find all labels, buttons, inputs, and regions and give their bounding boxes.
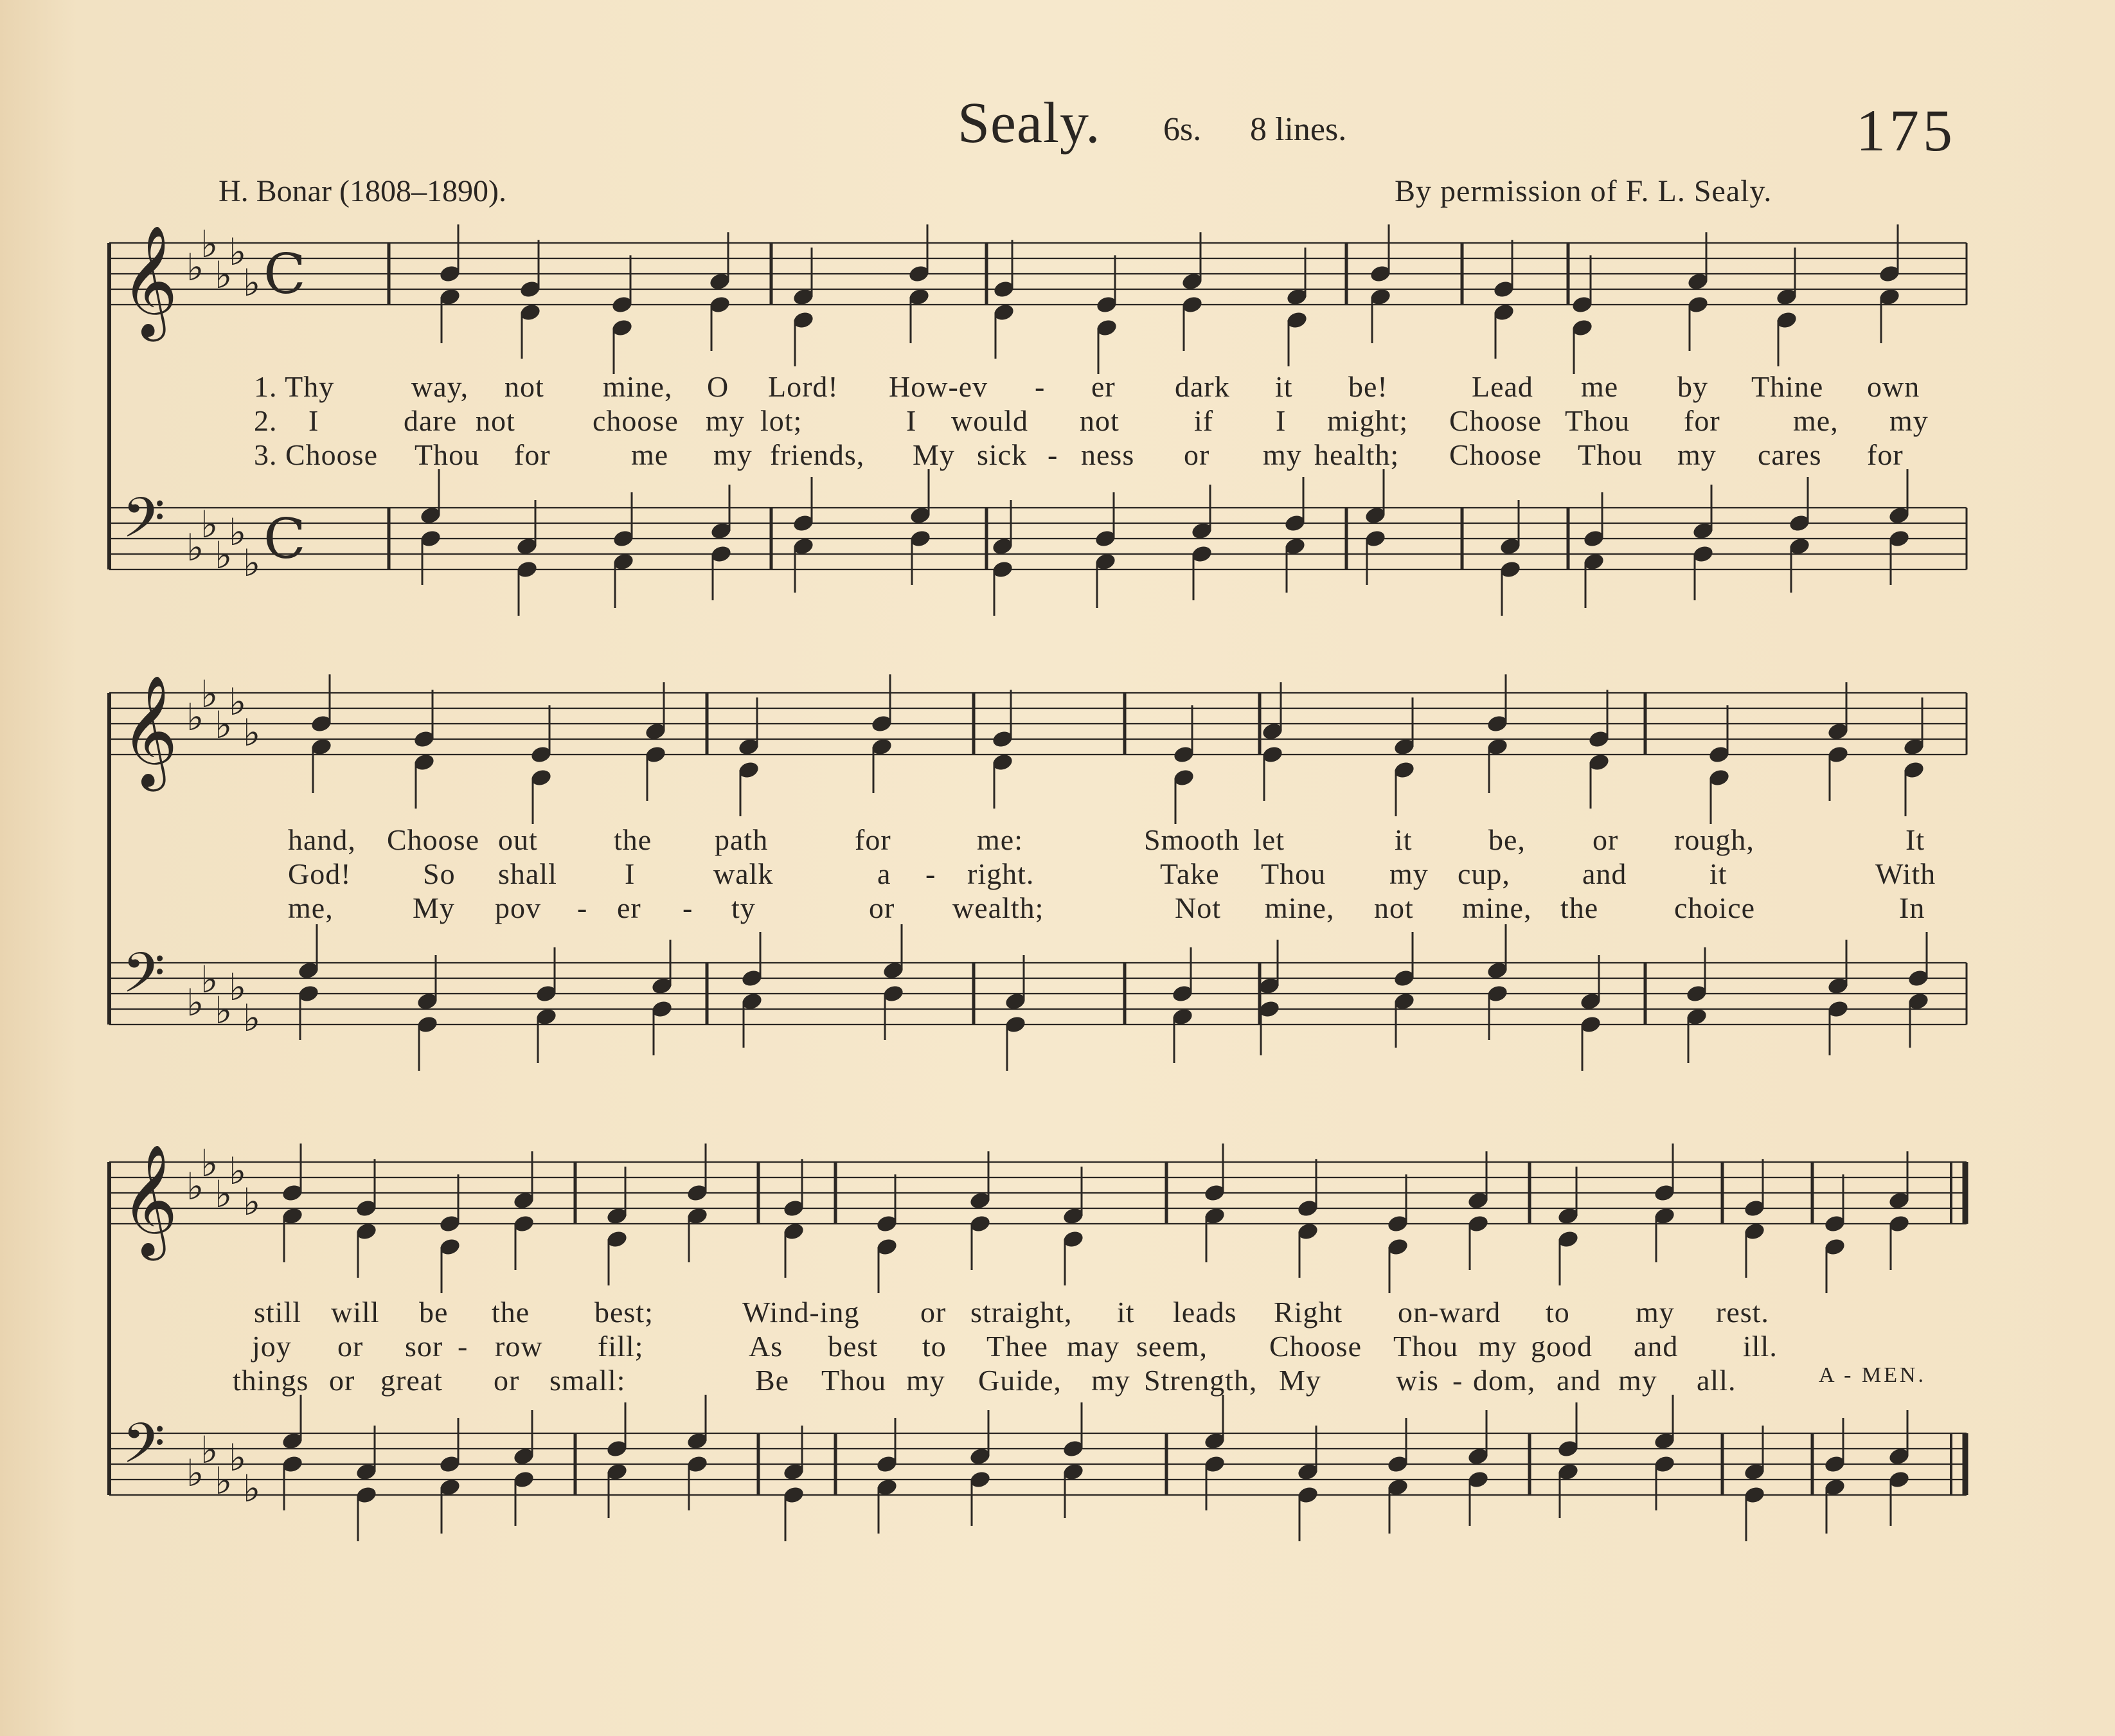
flat-icon: ♭ <box>243 261 261 305</box>
lyric-word: and <box>1557 1364 1602 1397</box>
lyric-word: walk <box>713 857 774 890</box>
common-time-icon: C <box>263 507 306 571</box>
lyric-word: great <box>380 1364 443 1397</box>
lyric-word: will <box>331 1296 380 1329</box>
lyric-word: Thou <box>1261 857 1326 890</box>
lyric-word: I <box>906 404 917 437</box>
lyric-word: So <box>423 857 456 890</box>
lyric-word: my <box>1677 438 1717 471</box>
lyric-line-1-3 <box>0 438 2115 474</box>
lyric-word: seem, <box>1136 1330 1208 1363</box>
lyric-word: all. <box>1697 1364 1736 1397</box>
lyric-word: choose <box>593 404 679 437</box>
lyric-word: I <box>1276 404 1287 437</box>
lyric-word: own <box>1867 370 1920 403</box>
flat-icon: ♭ <box>243 711 261 755</box>
flat-icon: ♭ <box>201 958 219 1001</box>
lyric-word: Right <box>1274 1296 1343 1329</box>
lyric-word: er <box>1091 370 1116 403</box>
flat-icon: ♭ <box>229 510 247 554</box>
flat-icon: ♭ <box>229 230 247 274</box>
lyric-word: wis <box>1396 1364 1439 1397</box>
lyric-word: might; <box>1327 404 1409 437</box>
lyric-word: dom, <box>1473 1364 1536 1397</box>
lines-label: 8 lines. <box>1250 111 1347 148</box>
lyric-word: to <box>1546 1296 1570 1329</box>
lyric-word: row <box>495 1330 543 1363</box>
lyric-word: or <box>1184 438 1210 471</box>
lyric-word: my <box>1478 1330 1517 1363</box>
lyric-word: good <box>1531 1330 1593 1363</box>
lyric-word: 3. Choose <box>254 438 378 471</box>
lyric-word: ness <box>1081 438 1135 471</box>
lyric-word: would <box>951 404 1028 437</box>
lyric-word: My <box>1279 1364 1321 1397</box>
hymn-title: Sealy. <box>958 91 1101 155</box>
bass-clef-icon: 𝄢 <box>122 485 165 564</box>
lyric-line-3-2 <box>0 1329 2115 1365</box>
lyric-word: it <box>1709 857 1727 890</box>
lyric-word: hand, <box>288 823 356 856</box>
lyric-word: Choose <box>1449 404 1542 437</box>
author-credit: H. Bonar (1808–1890). <box>219 174 506 208</box>
lyric-word: for <box>1684 404 1720 437</box>
lyric-word: may <box>1067 1330 1120 1363</box>
page-number: 175 <box>1856 98 1956 163</box>
lyric-word: leads <box>1173 1296 1237 1329</box>
lyric-word: shall <box>498 857 557 890</box>
lyric-word: or <box>337 1330 364 1363</box>
lyric-line-2-2 <box>0 857 2115 893</box>
flat-icon: ♭ <box>201 1141 219 1185</box>
lyric-word: Thou <box>1578 438 1643 471</box>
lyric-word: a <box>877 857 891 890</box>
lyric-word: and <box>1582 857 1627 890</box>
lyric-word: Choose <box>1269 1330 1362 1363</box>
lyric-word: or <box>329 1364 355 1397</box>
lyric-word: or <box>920 1296 947 1329</box>
lyric-word: fill; <box>598 1330 644 1363</box>
lyric-word: rough, <box>1674 823 1754 856</box>
lyric-word: ty <box>731 891 756 924</box>
lyric-word: mine, <box>1462 891 1532 924</box>
lyric-word: or <box>869 891 895 924</box>
lyric-word: my <box>906 1364 945 1397</box>
lyric-word: - <box>458 1330 469 1363</box>
lyric-word: still <box>254 1296 302 1329</box>
flat-icon: ♭ <box>243 996 261 1040</box>
lyric-word: Smooth <box>1144 823 1240 856</box>
lyric-word: sor <box>405 1330 443 1363</box>
lyric-word: be <box>419 1296 449 1329</box>
lyric-word: if <box>1194 404 1214 437</box>
lyric-word: - <box>683 891 693 924</box>
lyric-word: be, <box>1488 823 1526 856</box>
treble-clef-icon: 𝄞 <box>121 225 178 337</box>
flat-icon: ♭ <box>186 1451 204 1495</box>
lyric-word: As <box>749 1330 783 1363</box>
lyric-word: and <box>1634 1330 1679 1363</box>
lyric-word: O <box>707 370 729 403</box>
bass-clef-icon: 𝄢 <box>122 1411 165 1489</box>
lyric-word: my <box>1889 404 1929 437</box>
permission-credit: By permission of F. L. Sealy. <box>1395 174 1772 208</box>
lyric-word: or <box>494 1364 520 1397</box>
lyric-word: My <box>413 891 455 924</box>
lyric-word: my <box>1263 438 1302 471</box>
lyric-word: be! <box>1348 370 1388 403</box>
lyric-word: on-ward <box>1398 1296 1501 1329</box>
bass-clef-icon: 𝄢 <box>122 940 165 1019</box>
lyric-word: the <box>614 823 652 856</box>
lyric-line-1-2 <box>0 404 2115 440</box>
lyric-word: right. <box>967 857 1035 890</box>
lyric-word: Wind-ing <box>742 1296 860 1329</box>
lyric-word: Thou <box>1393 1330 1459 1363</box>
flat-icon: ♭ <box>186 246 204 289</box>
lyric-word: me <box>631 438 669 471</box>
lyric-word: mine, <box>603 370 673 403</box>
flat-icon: ♭ <box>186 695 204 739</box>
lyric-line-2-3 <box>0 891 2115 927</box>
lyric-word: Guide, <box>978 1364 1062 1397</box>
lyric-word: my <box>713 438 753 471</box>
flat-icon: ♭ <box>215 1172 233 1216</box>
flat-icon: ♭ <box>215 1459 233 1503</box>
lyric-word: I <box>625 857 636 890</box>
treble-clef-icon: 𝄞 <box>121 675 178 787</box>
flat-icon: ♭ <box>201 1428 219 1472</box>
lyric-word: health; <box>1314 438 1400 471</box>
lyric-word: God! <box>288 857 352 890</box>
flat-icon: ♭ <box>201 222 219 266</box>
lyric-word: not <box>504 370 544 403</box>
lyric-line-3-3 <box>0 1363 2115 1399</box>
flat-icon: ♭ <box>215 253 233 297</box>
flat-icon: ♭ <box>229 965 247 1009</box>
lyric-word: - <box>1035 370 1046 403</box>
lyric-word: wealth; <box>952 891 1044 924</box>
lyric-word: me <box>1581 370 1619 403</box>
lyric-word: for <box>855 823 891 856</box>
lyric-word: small: <box>549 1364 626 1397</box>
flat-icon: ♭ <box>243 541 261 585</box>
lyric-line-1-1 <box>0 370 2115 406</box>
lyric-word: for <box>1867 438 1904 471</box>
lyric-word: let <box>1253 823 1285 856</box>
lyric-word: by <box>1677 370 1708 403</box>
lyric-word: not <box>1080 404 1120 437</box>
lyric-word: In <box>1899 891 1925 924</box>
lyric-word: dare <box>404 404 458 437</box>
flat-icon: ♭ <box>229 1149 247 1193</box>
flat-icon: ♭ <box>201 672 219 716</box>
lyric-word: my <box>1618 1364 1657 1397</box>
lyric-word: me: <box>977 823 1023 856</box>
lyric-word: How-ev <box>889 370 988 403</box>
lyric-word: - <box>925 857 936 890</box>
lyric-word: my <box>1091 1364 1130 1397</box>
lyric-word: cup, <box>1458 857 1510 890</box>
flat-icon: ♭ <box>215 533 233 577</box>
amen-label: A - MEN. <box>1819 1363 1927 1387</box>
lyric-word: cares <box>1758 438 1822 471</box>
lyric-word: - <box>1048 438 1058 471</box>
lyric-word: Lead <box>1472 370 1533 403</box>
lyric-line-2-1 <box>0 823 2115 859</box>
treble-clef-icon: 𝄞 <box>121 1144 178 1256</box>
lyric-word: sick <box>977 438 1028 471</box>
flat-icon: ♭ <box>215 989 233 1032</box>
lyric-word: things <box>233 1364 309 1397</box>
lyric-word: 1. Thy <box>254 370 335 403</box>
lyric-word: not <box>1374 891 1414 924</box>
lyric-word: my <box>706 404 745 437</box>
lyric-word: Choose <box>387 823 479 856</box>
lyric-word: With <box>1875 857 1936 890</box>
lyric-word: best; <box>594 1296 654 1329</box>
flat-icon: ♭ <box>229 680 247 724</box>
lyric-word: rest. <box>1716 1296 1769 1329</box>
lyric-word: it <box>1395 823 1413 856</box>
flat-icon: ♭ <box>201 503 219 546</box>
lyric-word: My <box>913 438 955 471</box>
lyric-word: joy <box>252 1330 292 1363</box>
lyric-word: me, <box>288 891 334 924</box>
lyric-word: me, <box>1793 404 1839 437</box>
lyric-line-3-1 <box>0 1295 2115 1331</box>
lyric-word: Take <box>1160 857 1220 890</box>
lyric-word: 2. <box>254 404 278 437</box>
lyric-word: Thee <box>986 1330 1048 1363</box>
flat-icon: ♭ <box>215 703 233 747</box>
lyric-word: my <box>1389 857 1429 890</box>
lyric-word: It <box>1905 823 1925 856</box>
lyric-word: Thine <box>1751 370 1824 403</box>
flat-icon: ♭ <box>186 1165 204 1208</box>
lyric-word: Lord! <box>768 370 839 403</box>
lyric-word: best <box>828 1330 879 1363</box>
lyric-word: Thou <box>821 1364 887 1397</box>
lyric-word: Not <box>1175 891 1221 924</box>
common-time-icon: C <box>263 242 306 307</box>
lyric-word: er <box>617 891 641 924</box>
lyric-word: Be <box>755 1364 790 1397</box>
lyric-word: lot; <box>760 404 803 437</box>
lyric-word: to <box>922 1330 947 1363</box>
meter-label: 6s. <box>1163 111 1202 148</box>
lyric-word: Thou <box>1565 404 1630 437</box>
lyric-word: the <box>492 1296 530 1329</box>
lyric-word: I <box>308 404 319 437</box>
lyric-word: or <box>1593 823 1619 856</box>
lyric-word: out <box>498 823 538 856</box>
lyric-word: ill. <box>1743 1330 1778 1363</box>
lyric-word: - <box>577 891 588 924</box>
lyric-word: not <box>476 404 515 437</box>
lyric-word: Strength, <box>1144 1364 1258 1397</box>
lyric-word: it <box>1275 370 1293 403</box>
lyric-word: it <box>1117 1296 1135 1329</box>
lyric-word: pov <box>495 891 541 924</box>
lyric-word: friends, <box>770 438 865 471</box>
flat-icon: ♭ <box>186 981 204 1025</box>
lyric-word: - <box>1452 1364 1463 1397</box>
lyric-word: my <box>1636 1296 1675 1329</box>
flat-icon: ♭ <box>229 1436 247 1480</box>
lyric-word: mine, <box>1265 891 1335 924</box>
lyric-word: the <box>1560 891 1599 924</box>
lyric-word: for <box>514 438 551 471</box>
lyric-word: Thou <box>415 438 480 471</box>
lyric-word: dark <box>1175 370 1230 403</box>
flat-icon: ♭ <box>243 1467 261 1510</box>
flat-icon: ♭ <box>186 526 204 569</box>
lyric-word: Choose <box>1449 438 1542 471</box>
lyric-word: choice <box>1674 891 1756 924</box>
lyric-word: straight, <box>970 1296 1073 1329</box>
flat-icon: ♭ <box>243 1180 261 1224</box>
lyric-word: path <box>715 823 769 856</box>
lyric-word: way, <box>411 370 469 403</box>
